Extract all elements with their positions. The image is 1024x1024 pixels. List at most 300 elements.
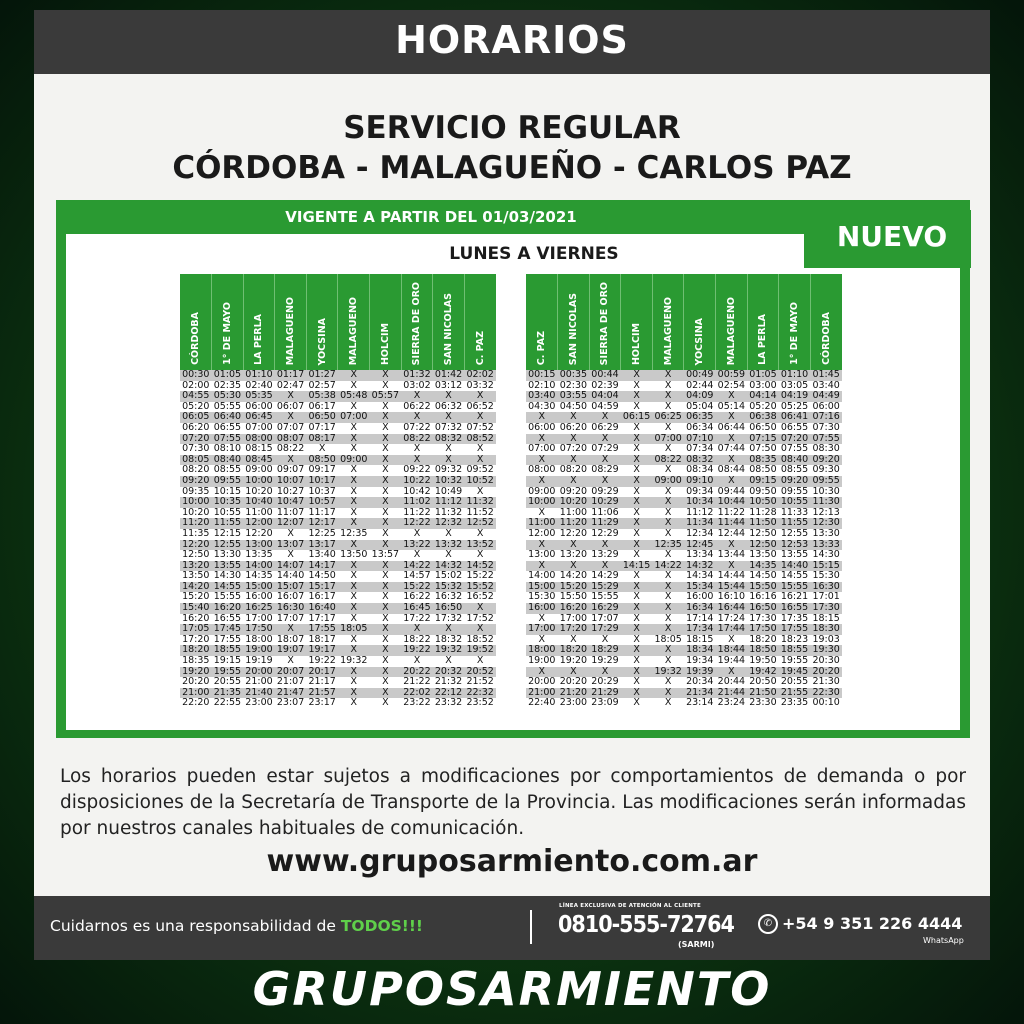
table-cell: 18:00 — [243, 635, 275, 646]
table-cell: 15:30 — [810, 571, 842, 582]
table-cell: 07:15 — [747, 434, 779, 445]
table-row — [526, 677, 842, 688]
column-header-label: HOLCIM — [631, 322, 643, 365]
table-cell: X — [589, 434, 621, 445]
table-cell: 02:54 — [716, 381, 748, 392]
table-cell: 15:29 — [589, 582, 621, 593]
table-cell: X — [652, 370, 684, 381]
table-cell: 23:32 — [433, 698, 465, 709]
column-header — [464, 274, 496, 370]
table-cell: 21:55 — [779, 688, 811, 699]
table-cell: 17:30 — [810, 603, 842, 614]
column-header — [526, 274, 558, 370]
table-cell: 18:20 — [180, 645, 212, 656]
table-cell: 01:45 — [810, 370, 842, 381]
table-cell: 06:38 — [747, 412, 779, 423]
table-cell: 06:32 — [433, 402, 465, 413]
table-cell: 13:30 — [212, 550, 244, 561]
column-header-label: SIERRA DE ORO — [411, 281, 423, 365]
table-row — [526, 571, 842, 582]
table-cell: 08:07 — [275, 434, 307, 445]
table-cell: X — [370, 688, 402, 699]
table-cell: 03:05 — [779, 381, 811, 392]
route-title: CÓRDOBA - MALAGUEÑO - CARLOS PAZ — [172, 150, 852, 186]
table-cell: X — [621, 667, 653, 678]
table-cell: 06:20 — [180, 423, 212, 434]
table-cell: X — [526, 476, 558, 487]
table-cell: 19:52 — [464, 645, 496, 656]
table-cell: X — [338, 582, 370, 593]
table-cell: 22:55 — [212, 698, 244, 709]
table-cell: X — [370, 518, 402, 529]
table-cell: 11:22 — [401, 508, 433, 519]
table-cell: 20:34 — [684, 677, 716, 688]
table-cell: 16:21 — [779, 592, 811, 603]
table-cell: 19:30 — [810, 645, 842, 656]
table-cell: 10:37 — [306, 487, 338, 498]
table-cell: X — [652, 381, 684, 392]
table-cell: 03:12 — [433, 381, 465, 392]
column-header — [684, 274, 716, 370]
table-cell: 21:00 — [526, 688, 558, 699]
table-cell: 07:00 — [526, 444, 558, 455]
table-cell: 09:00 — [243, 465, 275, 476]
table-cell: 10:20 — [243, 487, 275, 498]
table-cell: 16:34 — [684, 603, 716, 614]
slogan-text: Cuidarnos es una responsabilidad de — [50, 917, 341, 935]
table-cell: 18:30 — [810, 624, 842, 635]
table-cell: 12:15 — [212, 529, 244, 540]
table-cell: 02:40 — [243, 381, 275, 392]
table-cell: 02:35 — [212, 381, 244, 392]
table-cell: 18:05 — [338, 624, 370, 635]
table-row — [180, 571, 496, 582]
table-cell: 13:52 — [464, 540, 496, 551]
column-header-label: C. PAZ — [474, 330, 486, 365]
table-cell: X — [589, 455, 621, 466]
table-cell: X — [401, 444, 433, 455]
website-link[interactable]: www.gruposarmiento.com.ar — [266, 844, 758, 879]
table-cell: 00:49 — [684, 370, 716, 381]
table-cell: 05:30 — [212, 391, 244, 402]
table-cell: 09:20 — [810, 455, 842, 466]
table-cell: 15:22 — [464, 571, 496, 582]
whatsapp-number[interactable]: +54 9 351 226 4444 — [782, 914, 963, 933]
table-cell: 14:30 — [212, 571, 244, 582]
table-cell: 07:00 — [338, 412, 370, 423]
table-cell: X — [401, 624, 433, 635]
table-cell: 13:35 — [243, 550, 275, 561]
table-cell: X — [275, 529, 307, 540]
table-row — [526, 603, 842, 614]
table-cell: 10:35 — [212, 497, 244, 508]
table-cell: 01:17 — [275, 370, 307, 381]
table-cell: X — [716, 455, 748, 466]
table-cell: 11:44 — [716, 518, 748, 529]
table-cell: X — [526, 540, 558, 551]
table-cell: 07:16 — [810, 412, 842, 423]
table-cell: X — [558, 667, 590, 678]
table-cell: X — [621, 677, 653, 688]
table-cell: X — [370, 434, 402, 445]
table-cell: X — [464, 487, 496, 498]
table-cell: 14:44 — [716, 571, 748, 582]
table-cell: 14:40 — [275, 571, 307, 582]
table-cell: X — [621, 656, 653, 667]
table-cell: 19:45 — [779, 667, 811, 678]
column-header-label: 1° DE MAYO — [221, 302, 233, 365]
table-cell: X — [589, 412, 621, 423]
table-cell: 15:15 — [810, 561, 842, 572]
table-row — [180, 465, 496, 476]
table-cell: 18:23 — [779, 635, 811, 646]
table-cell: 17:00 — [558, 614, 590, 625]
table-cell: 07:44 — [716, 444, 748, 455]
table-cell: 20:00 — [526, 677, 558, 688]
table-cell: 12:29 — [589, 529, 621, 540]
table-cell: X — [338, 518, 370, 529]
table-cell: 15:20 — [558, 582, 590, 593]
table-cell: X — [621, 614, 653, 625]
table-cell: 13:20 — [180, 561, 212, 572]
table-cell: 14:40 — [779, 561, 811, 572]
table-cell: 17:17 — [306, 614, 338, 625]
table-cell: 21:30 — [810, 677, 842, 688]
table-cell: 17:20 — [180, 635, 212, 646]
table-cell: X — [589, 476, 621, 487]
table-cell: 17:30 — [747, 614, 779, 625]
table-cell: 08:00 — [526, 465, 558, 476]
table-cell: 19:39 — [684, 667, 716, 678]
table-cell: X — [652, 508, 684, 519]
table-cell: 20:20 — [810, 667, 842, 678]
table-cell: 21:17 — [306, 677, 338, 688]
table-row — [526, 487, 842, 498]
table-cell: 18:22 — [401, 635, 433, 646]
table-cell: 23:30 — [747, 698, 779, 709]
table-cell: 05:57 — [370, 391, 402, 402]
column-header — [401, 274, 433, 370]
table-cell: 07:52 — [464, 423, 496, 434]
table-cell: 11:22 — [716, 508, 748, 519]
table-cell: 10:40 — [243, 497, 275, 508]
table-cell: X — [621, 635, 653, 646]
table-row — [526, 391, 842, 402]
table-cell: X — [433, 412, 465, 423]
table-cell: 09:50 — [747, 487, 779, 498]
table-cell: 13:50 — [338, 550, 370, 561]
table-cell: 04:59 — [589, 402, 621, 413]
whatsapp-label: WhatsApp — [923, 936, 964, 945]
table-cell: 05:35 — [243, 391, 275, 402]
table-cell: 12:50 — [747, 529, 779, 540]
table-cell: 12:53 — [779, 540, 811, 551]
table-cell: 12:35 — [338, 529, 370, 540]
table-cell: 14:52 — [464, 561, 496, 572]
table-cell: 09:00 — [338, 455, 370, 466]
table-cell: 13:44 — [716, 550, 748, 561]
table-cell: 05:25 — [779, 402, 811, 413]
table-row — [526, 624, 842, 635]
table-cell: X — [401, 412, 433, 423]
table-cell: X — [621, 698, 653, 709]
table-cell: 14:35 — [243, 571, 275, 582]
table-cell: 08:22 — [401, 434, 433, 445]
table-cell: X — [652, 444, 684, 455]
table-cell: 15:55 — [212, 592, 244, 603]
table-cell: 09:15 — [747, 476, 779, 487]
table-cell: 18:29 — [589, 645, 621, 656]
table-cell: 13:17 — [306, 540, 338, 551]
header-band — [34, 10, 990, 74]
table-row — [180, 455, 496, 466]
table-cell: 16:16 — [747, 592, 779, 603]
table-cell: 01:27 — [306, 370, 338, 381]
table-cell: 11:00 — [243, 508, 275, 519]
table-cell: 09:32 — [433, 465, 465, 476]
table-cell: 14:22 — [652, 561, 684, 572]
table-cell: X — [370, 561, 402, 572]
table-cell: 11:34 — [684, 518, 716, 529]
table-cell: 06:25 — [652, 412, 684, 423]
schedule-table-carlos-paz-to-cordoba — [526, 274, 842, 709]
table-cell: X — [338, 370, 370, 381]
table-cell: 16:45 — [401, 603, 433, 614]
table-cell: 11:20 — [558, 518, 590, 529]
table-row — [180, 550, 496, 561]
table-cell: 23:35 — [779, 698, 811, 709]
table-cell: X — [433, 624, 465, 635]
table-row — [180, 444, 496, 455]
table-cell: 08:52 — [464, 434, 496, 445]
table-cell: X — [526, 635, 558, 646]
table-cell: 09:35 — [180, 487, 212, 498]
table-cell: 19:19 — [243, 656, 275, 667]
column-header — [306, 274, 338, 370]
table-cell: 06:17 — [306, 402, 338, 413]
column-header — [275, 274, 307, 370]
table-cell: 17:20 — [558, 624, 590, 635]
table-cell: 10:00 — [243, 476, 275, 487]
table-cell: 08:20 — [558, 465, 590, 476]
table-cell: 10:32 — [433, 476, 465, 487]
table-cell: 21:29 — [589, 688, 621, 699]
table-cell: 03:02 — [401, 381, 433, 392]
phone-number[interactable]: 0810-555-72764 — [558, 912, 734, 938]
table-cell: 11:35 — [180, 529, 212, 540]
table-row — [180, 370, 496, 381]
column-header — [589, 274, 621, 370]
table-cell: 12:35 — [652, 540, 684, 551]
table-cell: 08:05 — [180, 455, 212, 466]
table-cell: 16:17 — [306, 592, 338, 603]
table-cell: X — [464, 603, 496, 614]
new-badge: NUEVO — [813, 210, 971, 268]
table-cell: 00:10 — [810, 698, 842, 709]
table-cell: 21:35 — [212, 688, 244, 699]
table-cell: X — [621, 592, 653, 603]
table-cell: 14:17 — [306, 561, 338, 572]
whatsapp-icon: ✆ — [758, 914, 778, 934]
table-cell: 06:00 — [526, 423, 558, 434]
table-cell: 10:20 — [180, 508, 212, 519]
column-header-label: SIERRA DE ORO — [599, 281, 611, 365]
table-cell: 10:55 — [779, 497, 811, 508]
table-cell: 08:10 — [212, 444, 244, 455]
table-row — [526, 423, 842, 434]
table-cell: 15:00 — [243, 582, 275, 593]
table-cell: X — [652, 592, 684, 603]
table-cell: 08:20 — [180, 465, 212, 476]
table-cell: 09:00 — [526, 487, 558, 498]
table-cell: 13:40 — [306, 550, 338, 561]
table-cell: 16:00 — [243, 592, 275, 603]
table-cell: X — [526, 561, 558, 572]
table-cell: 12:55 — [779, 529, 811, 540]
table-cell: X — [558, 476, 590, 487]
table-cell: X — [370, 571, 402, 582]
table-cell: 12:32 — [433, 518, 465, 529]
table-cell: X — [370, 667, 402, 678]
footer-divider — [530, 910, 532, 944]
table-cell: 07:07 — [275, 423, 307, 434]
table-cell: 20:50 — [747, 677, 779, 688]
table-cell: 06:50 — [306, 412, 338, 423]
table-cell: 01:05 — [747, 370, 779, 381]
table-cell: X — [401, 550, 433, 561]
table-cell: 07:32 — [433, 423, 465, 434]
table-cell: 19:32 — [433, 645, 465, 656]
table-cell: 07:55 — [212, 434, 244, 445]
table-row — [526, 698, 842, 709]
table-cell: X — [338, 688, 370, 699]
table-row — [180, 688, 496, 699]
table-cell: X — [526, 508, 558, 519]
table-cell: 13:50 — [180, 571, 212, 582]
table-cell: 11:20 — [180, 518, 212, 529]
table-cell: 13:55 — [212, 561, 244, 572]
table-cell: 09:52 — [464, 465, 496, 476]
table-cell: 16:32 — [433, 592, 465, 603]
table-cell: 14:57 — [401, 571, 433, 582]
table-cell: X — [370, 698, 402, 709]
table-cell: 16:30 — [275, 603, 307, 614]
table-cell: 02:10 — [526, 381, 558, 392]
table-row — [526, 550, 842, 561]
table-row — [180, 423, 496, 434]
table-cell: 08:35 — [747, 455, 779, 466]
table-cell: X — [621, 529, 653, 540]
column-header — [243, 274, 275, 370]
table-cell: 20:30 — [810, 656, 842, 667]
table-cell: 11:17 — [306, 508, 338, 519]
table-row — [526, 455, 842, 466]
table-cell: 18:00 — [526, 645, 558, 656]
table-row — [526, 635, 842, 646]
footer-band — [34, 896, 990, 960]
days-label: LUNES A VIERNES — [449, 244, 619, 264]
table-row — [526, 370, 842, 381]
table-cell: 22:40 — [526, 698, 558, 709]
table-cell: 08:29 — [589, 465, 621, 476]
table-cell: X — [338, 423, 370, 434]
table-cell: X — [526, 455, 558, 466]
table-cell: X — [338, 402, 370, 413]
table-row — [180, 592, 496, 603]
table-cell: 17:07 — [589, 614, 621, 625]
table-cell: X — [621, 370, 653, 381]
column-header-label: SAN NICOLAS — [443, 292, 455, 365]
table-cell: X — [338, 381, 370, 392]
table-cell: 14:15 — [621, 561, 653, 572]
column-header — [212, 274, 244, 370]
table-row — [526, 508, 842, 519]
table-cell: X — [652, 603, 684, 614]
table-cell: 17:55 — [212, 635, 244, 646]
table-cell: 08:22 — [275, 444, 307, 455]
table-row — [180, 518, 496, 529]
table-cell: 07:20 — [558, 444, 590, 455]
table-cell: 02:02 — [464, 370, 496, 381]
table-cell: 13:00 — [526, 550, 558, 561]
table-cell: 18:07 — [275, 635, 307, 646]
table-cell: 12:13 — [810, 508, 842, 519]
table-cell: 17:55 — [306, 624, 338, 635]
table-cell: 18:32 — [433, 635, 465, 646]
table-row — [180, 667, 496, 678]
table-cell: X — [338, 635, 370, 646]
table-cell: X — [621, 402, 653, 413]
table-row — [526, 381, 842, 392]
table-cell: 16:10 — [716, 592, 748, 603]
table-cell: X — [401, 391, 433, 402]
table-cell: 09:55 — [212, 476, 244, 487]
table-cell: 18:52 — [464, 635, 496, 646]
table-cell: 08:44 — [716, 465, 748, 476]
page-title: HORARIOS — [395, 18, 629, 62]
table-cell: 10:34 — [684, 497, 716, 508]
column-header-label: CÓRDOBA — [820, 312, 832, 365]
table-cell: X — [464, 529, 496, 540]
table-cell: 08:50 — [306, 455, 338, 466]
table-cell: X — [652, 465, 684, 476]
table-cell: X — [338, 571, 370, 582]
table-cell: 08:40 — [779, 455, 811, 466]
table-cell: 08:50 — [747, 465, 779, 476]
table-cell: X — [621, 455, 653, 466]
table-cell: 16:20 — [180, 614, 212, 625]
table-cell: X — [526, 434, 558, 445]
phone-mnemonic: (SARMI) — [678, 940, 715, 949]
table-cell: X — [558, 455, 590, 466]
table-row — [180, 508, 496, 519]
table-cell: 18:17 — [306, 635, 338, 646]
table-cell: 19:20 — [180, 667, 212, 678]
table-cell: 07:00 — [243, 423, 275, 434]
table-cell: 21:40 — [243, 688, 275, 699]
table-cell: 12:22 — [401, 518, 433, 529]
table-cell: 22:20 — [180, 698, 212, 709]
table-cell: 08:45 — [243, 455, 275, 466]
table-cell: 07:30 — [810, 423, 842, 434]
table-cell: 10:17 — [306, 476, 338, 487]
table-cell: 20:22 — [401, 667, 433, 678]
table-cell: 17:00 — [243, 614, 275, 625]
table-cell: 10:42 — [401, 487, 433, 498]
table-cell: 12:55 — [212, 540, 244, 551]
table-cell: X — [338, 476, 370, 487]
table-cell: 06:20 — [558, 423, 590, 434]
